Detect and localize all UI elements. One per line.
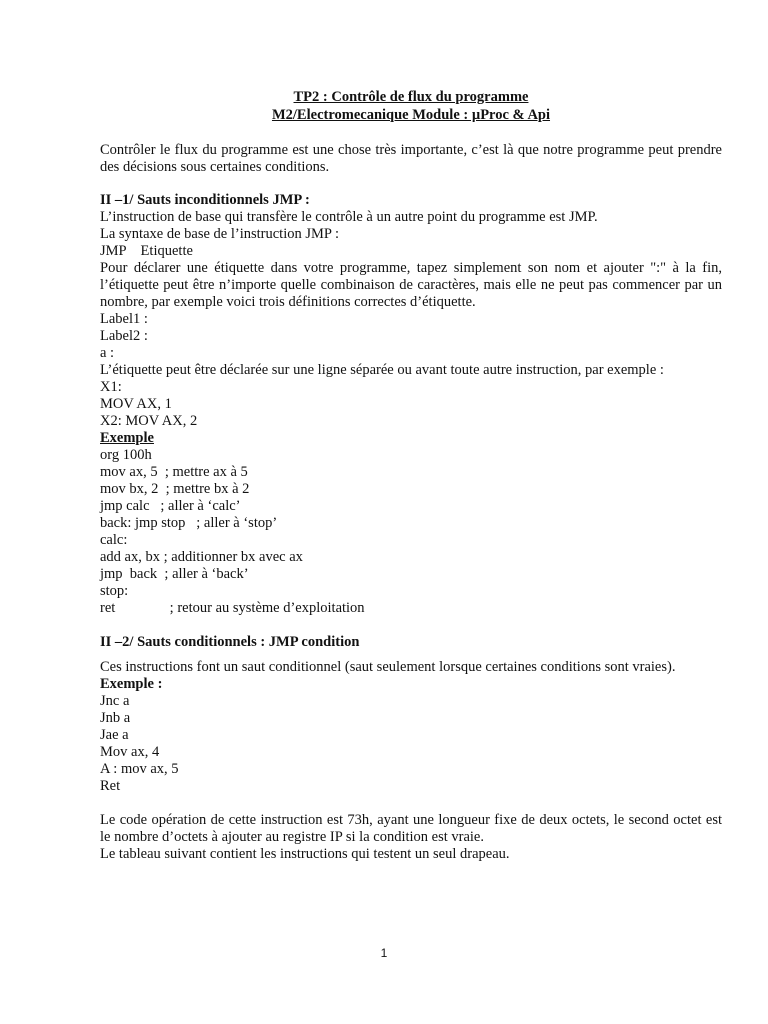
spacer [100,651,722,659]
code-line: mov bx, 2 ; mettre bx à 2 [100,481,250,497]
code-line: Mov ax, 4 [100,744,160,760]
page-number: 1 [380,946,388,960]
document-subtitle: M2/Electromecanique Module : µProc & Api [271,107,551,123]
code-line: jmp back ; aller à ‘back’ [100,566,249,582]
code-line: add ax, bx ; additionner bx avec ax [100,549,303,565]
document-title: TP2 : Contrôle de flux du programme [293,89,529,105]
code-line: mov ax, 5 ; mettre ax à 5 [100,464,248,480]
text-line: Le tableau suivant contient les instructions qui testent un seul drapeau. [100,846,510,862]
code-line: stop: [100,583,129,599]
text-line: JMP Etiquette [100,243,193,259]
spacer [100,617,722,634]
code-line: Jnb a [100,710,131,726]
spacer [100,176,722,192]
code-line: Jae a [100,727,129,743]
text-line: a : [100,345,115,361]
example-heading-2: Exemple : [100,676,163,692]
label-paragraph: Pour déclarer une étiquette dans votre programme, tapez simplement son nom et ajouter ":" à la fin, l’étiquette peut être n’importe quelle combinaison de caractères, mais elle ne peut pas commencer par un nombre, par exemple voici trois définitions correctes d’étiquette. [100,260,722,310]
text-line: L’étiquette peut être déclarée sur une ligne séparée ou avant toute autre instruction, par exemple : [100,362,664,378]
document-page [100,88,722,863]
code-line: jmp calc ; aller à ‘calc’ [100,498,241,514]
code-line: org 100h [100,447,152,463]
text-line: La syntaxe de base de l’instruction JMP : [100,226,340,242]
text-line: Label1 : [100,311,148,327]
intro-paragraph: Contrôler le flux du programme est une chose très importante, c’est là que notre programme peut prendre des décisions sous certaines conditions. [100,142,722,175]
example-heading: Exemple [100,430,154,446]
spacer [100,795,722,812]
code-line: calc: [100,532,128,548]
text-line: L’instruction de base qui transfère le contrôle à un autre point du programme est JMP. [100,209,598,225]
text-line: Label2 : [100,328,148,344]
code-line: Ret [100,778,121,794]
conditional-intro: Ces instructions font un saut conditionnel (saut seulement lorsque certaines conditions sont vraies). [100,659,676,675]
text-line: MOV AX, 1 [100,396,172,412]
code-line: back: jmp stop ; aller à ‘stop’ [100,515,278,531]
section-heading-jmp-condition: II –2/ Sauts conditionnels : JMP condition [100,634,360,650]
spacer [100,124,722,142]
text-line: X1: [100,379,122,395]
text-line: X2: MOV AX, 2 [100,413,198,429]
opcode-paragraph: Le code opération de cette instruction est 73h, ayant une longueur fixe de deux octets, le second octet est le nombre d’octets à ajouter au registre IP si la condition est vraie. [100,812,722,845]
code-line: A : mov ax, 5 [100,761,179,777]
code-line: Jnc a [100,693,130,709]
section-heading-jmp: II –1/ Sauts inconditionnels JMP : [100,192,310,208]
code-line: ret ; retour au système d’exploitation [100,600,365,616]
